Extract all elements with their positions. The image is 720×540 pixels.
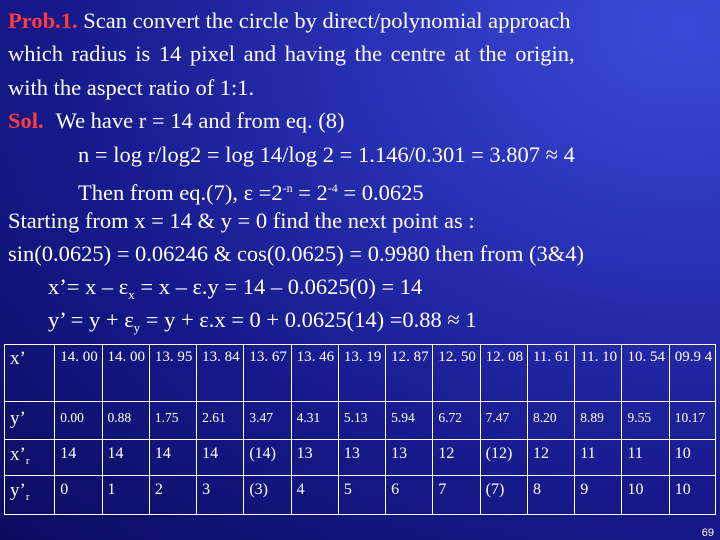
table-cell: 13 <box>291 440 338 476</box>
table-cell: 3.47 <box>244 402 291 440</box>
table-cell: 2.61 <box>197 402 244 440</box>
table-cell: 14 <box>197 440 244 476</box>
table-cell: 0.88 <box>102 402 149 440</box>
table-cell: 14. 00 <box>102 345 149 402</box>
table-cell: 5.13 <box>338 402 385 440</box>
problem-label: Prob.1. <box>8 8 78 33</box>
points-table <box>4 344 716 515</box>
epsilon-formula-mid: = 2 <box>292 180 328 205</box>
table-cell: 14 <box>55 440 102 476</box>
problem-line-3: with the aspect ratio of 1:1. <box>8 75 255 100</box>
row-header-label: y’ <box>10 408 26 429</box>
table-cell: 8.89 <box>575 402 622 440</box>
table-cell: 11 <box>622 440 669 476</box>
x-subscript: x <box>128 287 135 302</box>
table-cell: 6 <box>386 476 433 515</box>
table-cell: 10.17 <box>669 402 715 440</box>
y-subscript: y <box>133 320 141 335</box>
table-cell: 14. 00 <box>55 345 102 402</box>
solution-line-4: Starting from x = 14 & y = 0 find the next point as : <box>8 208 475 233</box>
table-cell: 4.31 <box>291 402 338 440</box>
table-cell: (3) <box>244 476 291 515</box>
table-cell: 10. 54 <box>622 345 669 402</box>
solution-line-5: sin(0.0625) = 0.06246 & cos(0.0625) = 0.9980 then from (3&4) <box>8 241 584 266</box>
exponent-neg-n: -n <box>282 181 293 195</box>
row-header <box>5 402 55 440</box>
solution-text-1: We have r = 14 and from eq. (8) <box>55 108 345 133</box>
x-prime-formula-a: x’= x – ε <box>48 274 129 299</box>
table-cell: 12. 08 <box>480 345 527 402</box>
x-prime-row <box>5 345 716 402</box>
table-cell: 2 <box>149 476 196 515</box>
row-header-subscript: r <box>25 455 30 467</box>
row-header-label: x’ <box>10 444 26 465</box>
table-cell: 1 <box>102 476 149 515</box>
table-cell: 12. 87 <box>386 345 433 402</box>
table-cell: 13. 46 <box>291 345 338 402</box>
table-cell: 7 <box>433 476 480 515</box>
solution-line-7 <box>48 307 477 341</box>
row-header <box>5 440 55 476</box>
row-header <box>5 476 55 515</box>
table-cell: 13. 19 <box>338 345 385 402</box>
row-header-label: y’ <box>10 480 26 501</box>
y-prime-formula-a: y’ = y + ε <box>48 307 134 332</box>
x-prime-rounded-row <box>5 440 716 476</box>
table-cell: 0 <box>55 476 102 515</box>
table-cell: 11 <box>575 440 622 476</box>
table-cell: 10 <box>622 476 669 515</box>
table-cell: 14 <box>149 440 196 476</box>
table-cell: 13. 67 <box>244 345 291 402</box>
table-cell: 9.55 <box>622 402 669 440</box>
solution-line-6 <box>48 274 422 308</box>
epsilon-value: = 0.0625 <box>337 180 424 205</box>
table-cell: 09.9 4 <box>669 345 715 402</box>
y-prime-rounded-row <box>5 476 716 515</box>
y-prime-formula-b: = y + ε.x = 0 + 0.0625(14) =0.88 ≈ 1 <box>140 307 477 332</box>
y-prime-row <box>5 402 716 440</box>
solution-line-2: n = log r/log2 = log 14/log 2 = 1.146/0.301 = 3.807 ≈ 4 <box>78 142 575 167</box>
table-cell: 12. 50 <box>433 345 480 402</box>
exponent-neg-4: -4 <box>327 181 338 195</box>
row-header-subscript: r <box>25 491 30 503</box>
table-cell: 13 <box>386 440 433 476</box>
solution-label: Sol. <box>8 108 44 133</box>
page-number: 69 <box>701 527 714 539</box>
x-prime-formula-b: = x – ε.y = 14 – 0.0625(0) = 14 <box>134 274 423 299</box>
epsilon-formula-text: Then from eq.(7), ε =2 <box>78 180 283 205</box>
table-cell: 12 <box>527 440 574 476</box>
table-cell: 4 <box>291 476 338 515</box>
table-cell: 14 <box>102 440 149 476</box>
row-header-label: x’ <box>10 348 26 369</box>
table-cell: 13. 84 <box>197 345 244 402</box>
table-cell: 8.20 <box>527 402 574 440</box>
table-cell: 5 <box>338 476 385 515</box>
table-cell: 11. 10 <box>575 345 622 402</box>
table-cell: 10 <box>669 440 715 476</box>
table-cell: 1.75 <box>149 402 196 440</box>
table-cell: 10 <box>669 476 715 515</box>
problem-line-1 <box>8 8 571 34</box>
table-cell: 11. 61 <box>527 345 574 402</box>
solution-line-1 <box>8 108 345 134</box>
table-cell: 8 <box>527 476 574 515</box>
table-cell: 6.72 <box>433 402 480 440</box>
solution-line-3 <box>78 175 424 206</box>
problem-line-2: which radius is 14 pixel and having the centre at the origin, <box>8 41 575 66</box>
table-cell: 3 <box>197 476 244 515</box>
problem-text-1: Scan convert the circle by direct/polynomial approach <box>77 8 571 33</box>
table-cell: 12 <box>433 440 480 476</box>
table-cell: 13 <box>338 440 385 476</box>
table-cell: 7.47 <box>480 402 527 440</box>
table-cell: 5.94 <box>386 402 433 440</box>
table-cell: (12) <box>480 440 527 476</box>
table-cell: 9 <box>575 476 622 515</box>
table-cell: 13. 95 <box>149 345 196 402</box>
table-cell: (14) <box>244 440 291 476</box>
row-header <box>5 345 55 402</box>
table-cell: (7) <box>480 476 527 515</box>
table-cell: 0.00 <box>55 402 102 440</box>
